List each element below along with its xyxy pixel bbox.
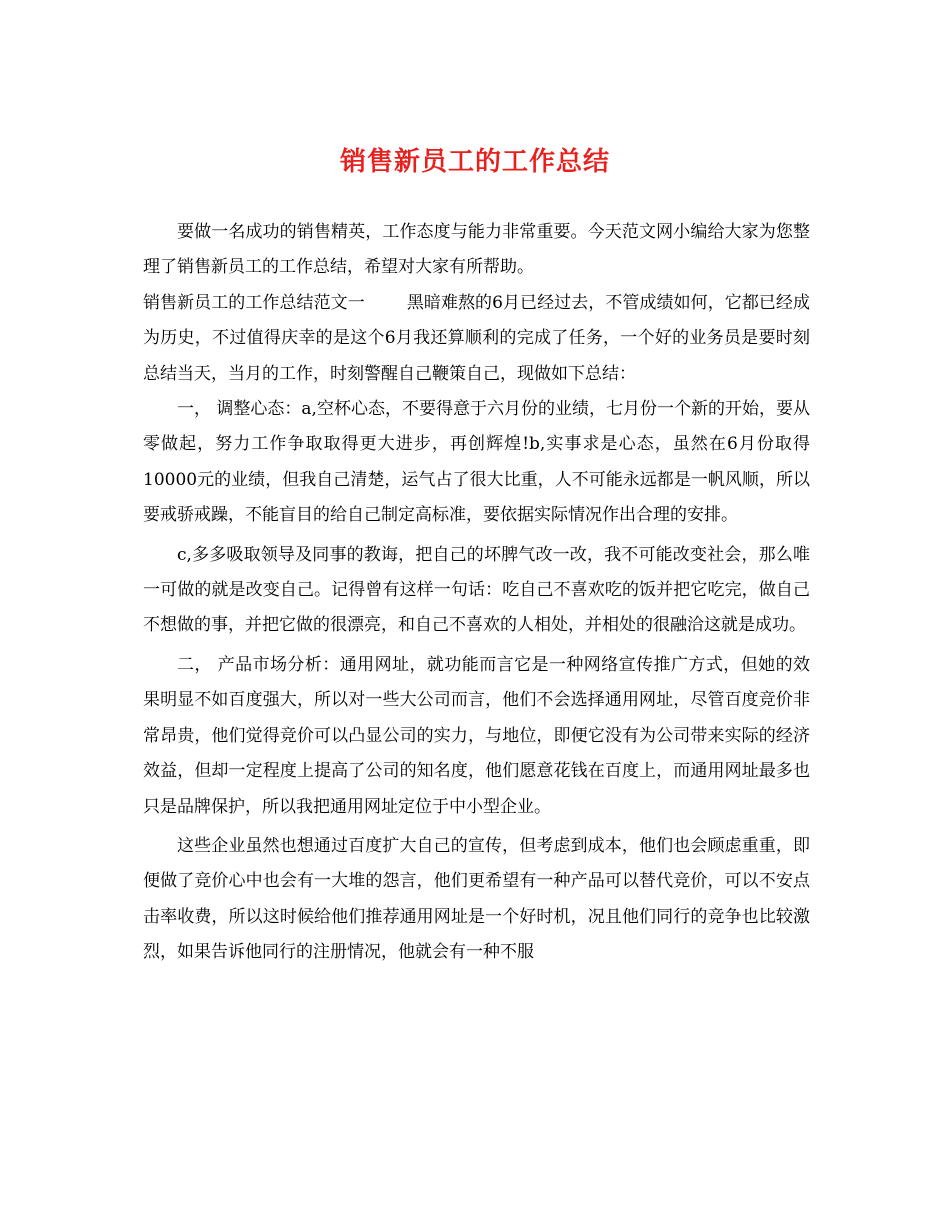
section-paragraph [143, 286, 810, 392]
document-body [143, 215, 810, 971]
point-two-paragraph: 二， 产品市场分析：通用网址，就功能而言它是一种网络宣传推广方式，但她的效果明显不如百度强大，所以对一些大公司而言，他们不会选择通用网址，尽管百度竞价非常昂贵，他们觉得竞价可以凸显公司的实力，与地位，即便它没有为公司带来实际的经济效益，但却一定程度上提高了公司的知名度，他们愿意花钱在百度上，而通用网址最多也只是品牌保护，所以我把通用网址定位于中小型企业。 [143, 654, 810, 817]
section-opening-text: 黑暗难熬的6月已经过去，不管成绩如何，它都已经成为历史，不过值得庆幸的是这个6月我还算顺利的完成了任务，一个好的业务员是要时刻总结当天，当月的工作，时刻警醒自己鞭策自己，现做如下总结： [143, 292, 810, 384]
point-one-paragraph: 一， 调整心态：a,空杯心态，不要得意于六月份的业绩，七月份一个新的开始，要从零做起，努力工作争取取得更大进步，再创辉煌!b,实事求是心态，虽然在6月份取得10000元的业绩，但我自己清楚，运气占了很大比重，人不可能永远都是一帆风顺，所以要戒骄戒躁，不能盲目的给自己制定高标准，要依据实际情况作出合理的安排。 [143, 399, 810, 526]
intro-paragraph: 要做一名成功的销售精英，工作态度与能力非常重要。今天范文网小编给大家为您整理了销售新员工的工作总结，希望对大家有所帮助。 [143, 222, 810, 278]
point-two-continued-paragraph: 这些企业虽然也想通过百度扩大自己的宣传，但考虑到成本，他们也会顾虑重重，即便做了竞价心中也会有一大堆的怨言，他们更希望有一种产品可以替代竞价，可以不安点击率收费，所以这时候给他们推荐通用网址是一个好时机，况且他们同行的竞争也比较激烈，如果告诉他同行的注册情况，他就会有一种不服 [143, 835, 810, 963]
point-one-c-paragraph: c,多多吸取领导及同事的教诲，把自己的坏脾气改一改，我不可能改变社会，那么唯一可做的就是改变自己。记得曾有这样一句话：吃自己不喜欢吃的饭并把它吃完，做自己不想做的事，并把它做的很漂亮，和自己不喜欢的人相处，并相处的很融洽这就是成功。 [143, 544, 810, 636]
document-title: 销售新员工的工作总结 [339, 147, 610, 177]
section-heading: 销售新员工的工作总结范文一 [143, 292, 365, 313]
